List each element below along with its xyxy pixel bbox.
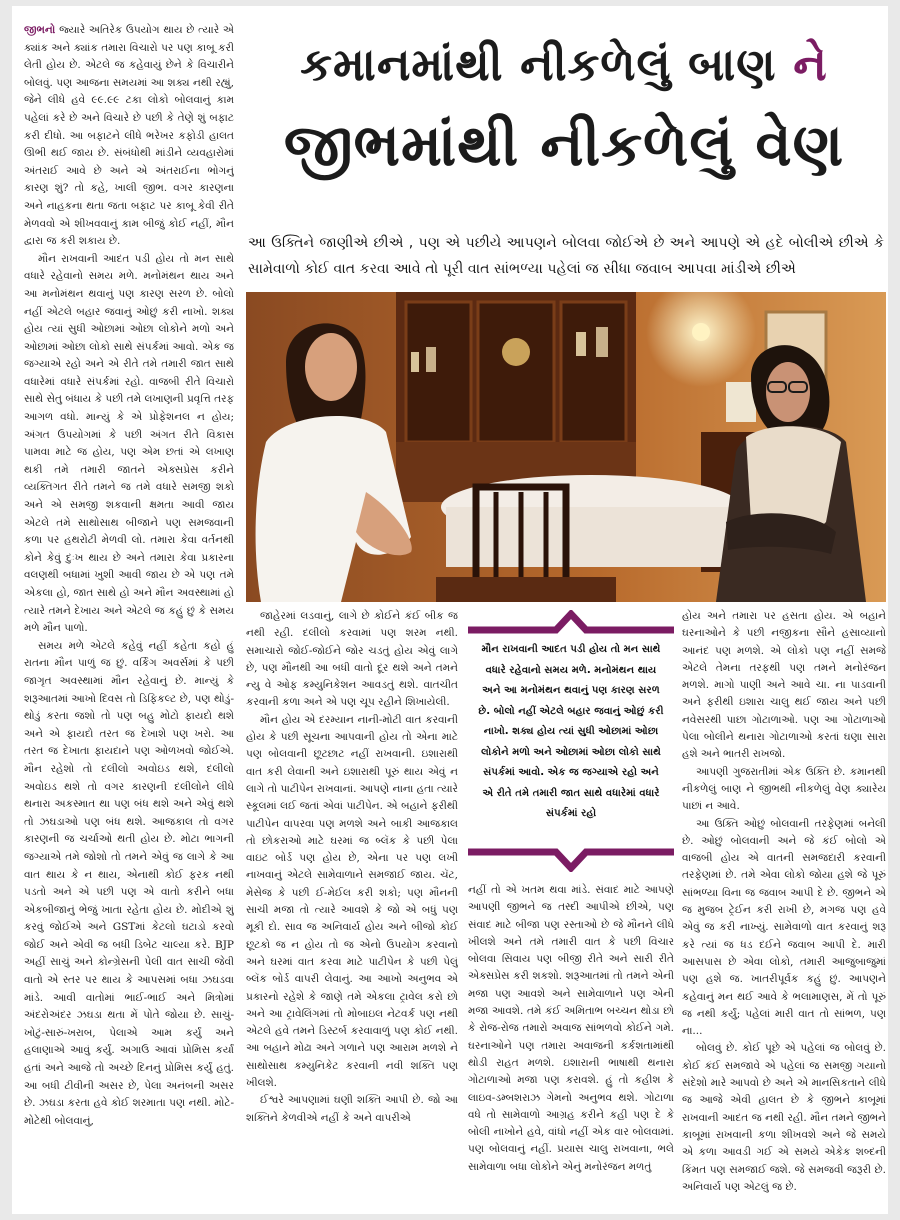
newspaper-page <box>12 6 888 1214</box>
article-column-right <box>682 608 886 1208</box>
right-para-4: બોલવું છે. કોઈ પૂછે એ પહેલાં જ બોલવું છે. કોઈ કંઈ સમજાવે એ પહેલાં જ સમજી ગયાનો સંદેશો મારે આપવો છે અને એ માનસિકતાને લીધે જ આજે એવી હાલત છે કે જીભને કાબૂમાં રાખવાની આદત જ નથી રહી. મૌન તમને જીભને કાબૂમાં રાખવાની કળા શીખવશે અને જે સમયે એ કળા આવડી ગઈ એ સમયે એકેક શબ્દની કિંમત પણ સમજાઈ જશે. જે સમજવી જરૂરી છે. અનિવાર્ય પણ એટલું જ છે. <box>682 1042 886 1193</box>
left-para-2: મૌન રાખવાની આદત પડી હોય તો મન સાથે વધારે રહેવાનો સમય મળે. મનોમંથન થાય અને આ મનોમંથન થવાનું પણ કારણ સરળ છે. બોલો નહીં એટલે બહાર જવાનું ઓછું કરી નાખો. શક્ય હોય ત્યાં સુધી ઓછામાં ઓછા લોકોને મળો અને ઓછામાં ઓછા લોકો સાથે સંપર્કમાં આવો. એક જ જગ્યાએ રહો અને એ રીતે તમે તમારી જાત સાથે વધારેમાં વધારે સંપર્કમાં રહો. વાજબી રીતે વિચારો સાથે સેતુ બંધાય કે પછી તમે લખાણની પ્રવૃત્તિ તરફ આગળ વધો. માન્યું કે એ પ્રોફેશનલ ન હોય; અંગત ઉપયોગમાં કે પછી અંગત રીતે વિકાસ પામવા માટે જ હોય, પણ એમ છતાં એ લખાણ થકી તમે તમારી જાતને એક્સપ્રેસ કરીને વ્યક્તિગત રીતે તમને જ તમે વધારે સમજી શકો અને એ સમજી શકવાની ક્ષમતા આવી જાય એટલે તમે સાથોસાથ બીજાને પણ સમજવાની કળા પર હથરોટી મેળવી લો. તમારા કેવા વર્તનથી કોને કેવું દુઃખ થાય છે અને તમારા કેવા પ્રકારના વલણથી બધામાં ખુશી આવી જાય છે એ પણ તમે એકલા હો, જાત સાથે હો અને મૌન અવસ્થામાં હો ત્યારે તમને દેખાય અને એટલે જ કહું છું કે સમય મળે મૌન પાળો. <box>24 252 234 635</box>
headline <box>244 28 884 188</box>
pull-quote <box>468 610 674 872</box>
headline-accent-word: ને <box>793 38 828 91</box>
article-column-middle <box>246 608 458 1208</box>
mid-para-3: ઈશ્વરે આપણામાં ઘણી શક્તિ આપી છે. જો આ શક્તિને કેળવીએ નહીં કે અને વાપરીએ <box>246 1094 458 1124</box>
left-para-1: જીભનો જ્યારે અતિરેક ઉપયોગ થાય છે ત્યારે એ ક્યાંક અને ક્યાંક તમારા વિચારો પર પણ કાબૂ કરી લેતી હોય છે. એટલે જ કહેવાયું છેને કે વિચારીને બોલવું. પણ આજના સમયમાં આ શક્ય નથી રહ્યું, જેને લીધે હવે ૯૯.૯૯ ટકા લોકો બોલવાનું કામ પહેલાં કરે છે અને વિચારે છે પછી કે તેણે શું બફાટ કરી દીધો. આ બફાટને લીધે ભરેખર કફોડી હાલત ઊભી થઈ જાય છે. સંબંધોથી માંડીને વ્યવહારોમાં અંતરાઈ આવે છે અને એ અંતરાઈના ભોગનું કારણ શું? તો કહે, ખાલી જીભ. વગર કારણના અને નાહકના થતા જતા બફાટ પર કાબૂ કેવી રીતે મેળવવો એ શીખવવાનું કામ બીજું કોઈ નહીં, મૌન દ્વારા જ કરી શકાય છે. <box>24 24 234 248</box>
article-column-left <box>24 22 234 1208</box>
headline-line-1: કમાનમાંથી નીકળેલું બાણ ને <box>300 38 828 91</box>
left-para-3: સમય મળે એટલે કહેવું નહીં કહેતા કહો હું રાતના મૌન પાળું જ છું. વર્કિંગ અવર્સમાં કે પછી જાગૃત અવસ્થામાં મૌન રહેવાનું છે. માન્યું કે શરૂઆતમાં આખો દિવસ તો ડિફિકલ્ટ છે, પણ થોડું-થોડું કરતા જશો તો પણ બહુ મોટો ફાયદો થશે અને એ ફાયદો તરત જ દેખાશે પણ ખરો. આ તરત જ દેખાતા ફાયદાને પણ ઓળખવો જોઈએ. મૌન રહેશો તો દલીલો અવોઇડ થશે, દલીલો અવોઇડ થશે તો વગર કારણની દલીલોને લીધે થનારા અકસ્માત થા પણ બંધ થશે અને એવું થશે તો ઝઘડાઓ પણ બંધ થશે. આજકાલ તો વગર કારણની જ ચર્ચાઓ થતી હોય છે. મોટા ભાગની જગ્યાએ તમે જોશો તો તમને એવું જ લાગે કે આ વાત થાય કે ન થાય, એનાથી કોઈ ફરક નથી પડતો અને એ પછી પણ એ વાતો કરીને બધા એકબીજાનું ભેજું ખાતા રહેતા હોય છે. મોદીએ શું કરવું જોઈએ અને GSTમાં કેટલો ઘટાડો કરવો જોઈ અને એવી જ બધી ડિબેટ ચાલ્યા કરે. BJP અહીં સાચું અને કોન્ગ્રેસની પેલી વાત સાચી જેવી વાતો એ સ્તર પર થાય કે આપસમાં બધા ઝઘડવા માંડે. આવી વાતોમાં ભાઈ-ભાઈ અને મિત્રોમાં અંદરોઅંદર ઝઘડા થતા મેં પોતે જોયા છે. સાચું-ખોટું-સારું-ખરાબ, પેલાએ આમ કર્યું અને હલાણાએ આવું કર્યું. અગાઉ આવાં પ્રોમિસ કર્યાં હતાં અને આજે તો અચ્છે દિનનું પ્રોમિસ કર્યું હતું. આ બધી ટીવીની અસર છે, પેલા અનંબની અસર છે. ઝઘડા કરતા હવે કોઈ શરમાતા પણ નથી. મોટે-મોટેથી બોલવાનું, <box>24 639 234 1127</box>
center-para-1: નહીં તો એ ખતમ થવા માંડે. સંવાદ માટે આપણે આપણી જીભને જ તસ્દી આપીએ છીએ, પણ સંવાદ માટે બીજા પણ રસ્તાઓ છે જે મૌનને લીધે ખીલશે અને તમે તમારી વાત કે પછી વિચાર બોલવા સિવાય પણ બીજી રીતે અને સારી રીતે એક્સપ્રેસ કરી શકશો. શરૂઆતમાં તો તમને એની મજા પણ આવશે અને સામેવાળાને પણ એની મજા આવશે. તમે કંઈ અમિતાભ બચ્ચન થોડા છો કે રોજ-રોજ તમારો અવાજ સાંભળવો કોઈને ગમે. ઘરનાઓને પણ તમારા અવાજની કર્કશતામાંથી થોડી રાહત મળશે. ઇશારાની ભાષાથી થનારા ગોટાળાઓ મજા પણ કરાવશે. હું તો કહીશ કે લાઇવ-ડમ્બશરાઝ ગેમનો અનુભવ થશે. ગોટાળા વધે તો સામેવાળો આગ્રહ કરીને કહી પણ દે કે બોલી નાખોને હવે, વાંધો નહીં એક વાર બોલવામાં. પણ બોલવાનું નહીં. પ્રયાસ ચાલુ રાખવાના, ભલે સામેવાળા બધા લોકોને એનું મનોરંજન મળતું <box>468 884 674 1173</box>
mid-para-1: જાહેરમાં લડવાનું, લાગે છે કોઈને કંઈ બીક જ નથી રહી. દલીલો કરવામાં પણ શરમ નથી. સમાચારો જોઈ-જોઈને જોર ચડતું હોય એવું લાગે છે, પણ મૌનથી આ બધી વાતો દૂર થશે અને તમને ન્યુ વે ઓફ કમ્યુનિકેશન આવડતું થશે. વાતચીત કરવાની કળા અને એ પણ ચૂપ રહીને શિખાયેલી. <box>246 610 458 709</box>
mid-para-2: મૌન હોય એ દરમ્યાન નાની-મોટી વાત કરવાની હોય કે પછી સૂચના આપવાની હોય તો એના માટે પણ બોલવાની છૂટછાટ નહીં રાખવાની. ઇશારાથી વાત કરી લેવાની અને ઇશારાથી પૂરું થાય એવું ન લાગે તો પાટીપેન રાખવાનાં. આપણે નાના હતા ત્યારે સ્કૂલમાં લઈ જતાં એવાં પાટીપેન. એ બહાને ફરીથી પાટીપેન વાપરવા પણ મળશે અને બાકી આજકાલ તો છોકરાઓ માટે ઘરમાં જ બ્લૅક કે પછી પેલા વાઇટ બોર્ડ પણ હોય છે, એના પર પણ લખી નાખવાનું એટલે સામેવાળાને સમજાઈ જાય. ચૅટ, મેસેજ કે પછી ઈ-મેઈલ કરી શકો; પણ મૌનની સાચી મજા તો ત્યારે આવશે કે જો એ બધું પણ મૂકી દો. સાવ જ અનિવાર્ય હોય અને બીજો કોઈ છૂટકો જ ન હોય તો જ એનો ઉપયોગ કરવાનો અને ઘરમાં વાત કરવા માટે પાટીપેન કે પછી પેલું બ્લૅક બોર્ડ વાપરી લેવાનું. આ આખો અનુભવ એ પ્રકારનો રહેશે કે જાણે તમે એકલા ટ્રાવેલ કરો છો અને આ ટ્રાવેલિંગમાં તો મોબાઇલ નેટવર્ક પણ નથી એટલે હવે તમને ડિસ્ટર્બ કરવાવાળું પણ કોઈ નથી. આ બહાને મોઢા અને ગળાને પણ આરામ મળશે ને સાથોસાથ કમ્યુનિકેટ કરવાની નવી શક્તિ પણ ખીલશે. <box>246 713 458 1090</box>
article-photo <box>246 292 886 602</box>
right-para-1: હોય અને તમારા પર હસતા હોય. એ બહાને ઘરનાઓને કે પછી નજીકના સૌને હસાવ્યાનો આનંદ પણ મળશે. એ લોકો પણ નહીં સમજે એટલે તેમના તરફથી પણ તમને મનોરંજન મળશે. માગો પાણી અને આવે ચા. ના પાડવાની અને ફરીથી ઇશારા ચાલુ થઈ જાય અને પછી નવેસરથી પાછા ગોટાળાઓ. પણ આ ગોટાળાઓ પેલા બોલીને થનારા ગોટાળાઓ કરતાં ઘણા સારા હશે અને ભાતરી રાખજો. <box>682 610 886 761</box>
headline-line-2: જીભમાંથી નીકળેલું વેણ <box>283 111 845 179</box>
pull-quote-text: મૌન રાખવાની આદત પડી હોય તો મન સાથે વધારે રહેવાનો સમય મળે. મનોમંથન થાય અને આ મનોમંથન થવાનું પણ કારણ સરળ છે. બોલો નહીં એટલે બહાર જવાનું ઓછું કરી નાખો. શક્ય હોય ત્યાં સુધી ઓછામાં ઓછા લોકોને મળો અને ઓછામાં ઓછા લોકો સાથે સંપર્કમાં આવો. એક જ જગ્યાએ રહો અને એ રીતે તમે તમારી જાત સાથે વધારેમાં વધારે સંપર્કમાં રહો <box>478 644 664 819</box>
photo-illustration <box>246 292 886 602</box>
right-para-2: આપણી ગુજરાતીમાં એક ઉક્તિ છે. કમાનથી નીકળેલું બાણ ને જીભથી નીકળેલું વેણ ક્યારેય પાછાં ન આવે. <box>682 765 886 813</box>
article-column-center <box>468 882 674 1208</box>
clock <box>502 338 530 366</box>
lead-word: જીભનો <box>24 24 56 36</box>
right-para-3: આ ઉક્તિ ઓછું બોલવાની તરફેણમાં બનેલી છે. ઓછું બોલવાની અને જે કંઈ બોલો એ વાજબી હોય એ વાતની સમજદારી કરવાની તરફેણમાં છે. તમે એવા લોકો જોયા હશે જે પૂરું સાંભળ્યા વિના જ જવાબ આપી દે છે. જીભને એ જ મુજબ ટ્રેઈન કરી રાખી છે, મગજ પણ હવે એવું જ કરી નાખ્યું. સામેવાળો વાત કરવાનું શરૂ કરે ત્યાં જ ધડ દઈને જવાબ આપી દે. મારી આસપાસ છે એવા લોકો, તમારી આજુબાજુમાં પણ હશે જ. ખાતરીપૂર્વક કહું છું. આપણને કહેવાનું મન થઈ આવે કે ભલામાણસ, મેં તો પૂરું જ નથી કર્યું; પહેલાં મારી વાત તો સાંભળ, પણ ના... <box>682 817 886 1038</box>
subheading: આ ઉક્તિને જાણીએ છીએ , પણ એ પછીયે આપણને બોલવા જોઈએ છે અને આપણે એ હદે બોલીએ છીએ કે સામેવાળો કોઈ વાત કરવા આવે તો પૂરી વાત સાંભળ્યા પહેલાં જ સીધા જવાબ આપવા માંડીએ છીએ <box>248 235 884 277</box>
